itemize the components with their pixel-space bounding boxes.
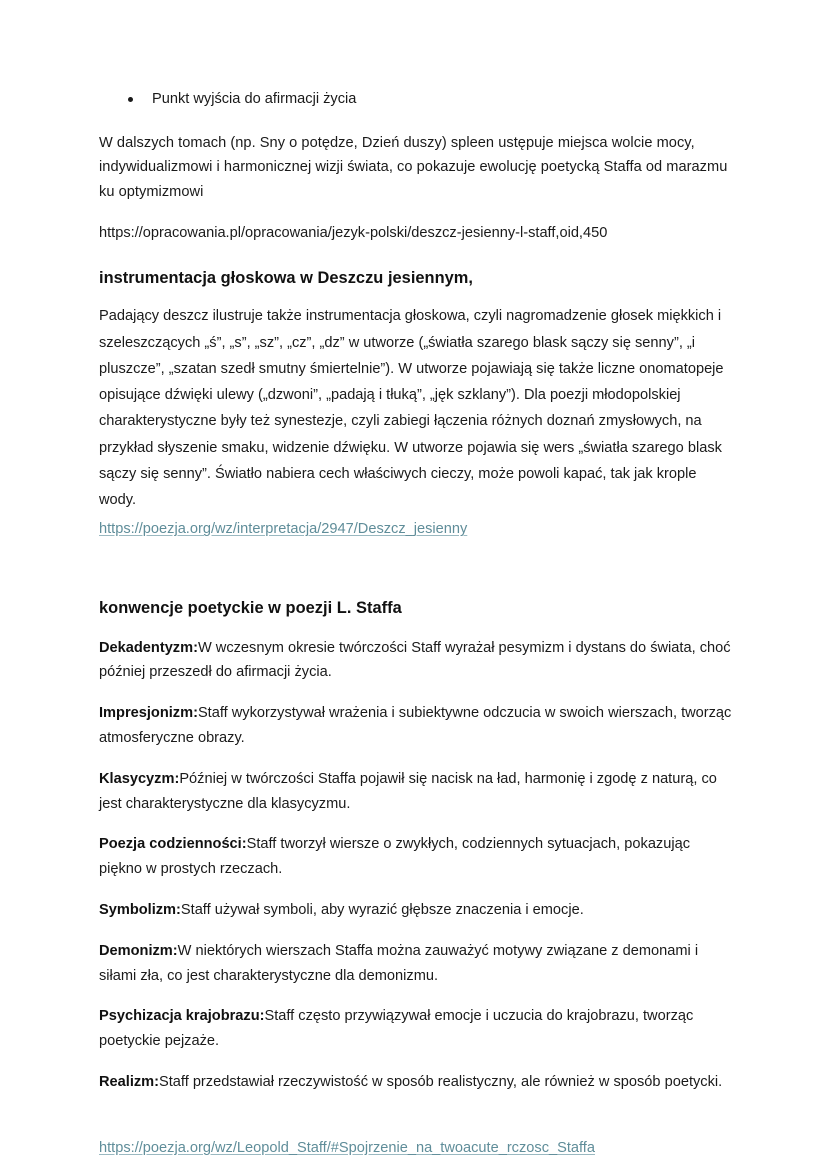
definition-term: Impresjonizm: (99, 705, 198, 722)
list-item (128, 88, 733, 112)
definition-term: Symbolizm: (99, 901, 181, 918)
definition-term: Dekadentyzm: (99, 639, 198, 656)
bullet-text: Punkt wyjścia do afirmacji życia (152, 91, 357, 107)
definition-item (99, 832, 733, 882)
definition-description: Staff tworzył wiersze o zwykłych, codziennych sytuacjach, pokazując piękno w prostych rzeczach. (99, 836, 690, 878)
link-leopold-staff[interactable]: https://poezja.org/wz/Leopold_Staff/#Spojrzenie_na_twoacute_rczosc_Staffa (99, 1139, 595, 1156)
definition-item (99, 636, 733, 686)
definition-item (99, 767, 733, 817)
heading-instrumentacja: instrumentacja głoskowa w Deszczu jesiennym, (99, 268, 473, 287)
definition-description: Staff używał symboli, aby wyrazić głębsze znaczenia i emocje. (180, 901, 584, 918)
definition-term: Demonizm: (99, 942, 178, 959)
definition-item (99, 1070, 733, 1095)
intro-paragraph: W dalszych tomach (np. Sny o potędze, Dzień duszy) spleen ustępuje miejsca wolcie mocy, indywidualizmowi i harmonicznej wizji świata, co pokazuje ewolucję poetycką Staffa od marazmu ku optymizmowi (99, 134, 728, 200)
document-content (99, 88, 733, 1160)
paragraph-instrumentacja: Padający deszcz ilustruje także instrumentacja głoskowa, czyli nagromadzenie głosek miękkich i szeleszczących „ś”, „s”, „sz”, „cz”, „dz” w utworze („światła szarego blask sączy się senny”, „i pluszcze”, „szatan szedł smutny śmiertelnie”). W utworze pojawiają się także liczne onomatopeje opisujące dźwięki ulewy („dzwoni”, „padają i tłuką”, „jęk szklany”). Dla poezji młodopolskiej charakterystyczne były też synestezje, czyli zabiegi łączenia różnych doznań zmysłowych, na przykład słyszenie smaku, widzenie dźwięku. W utworze pojawia się wers „światła szarego blask sączy się senny”. Światło nabiera cech właściwych cieczy, może powoli kapać, tak jak krople wody. (99, 308, 724, 509)
plain-url-text: https://opracowania.pl/opracowania/jezyk-polski/deszcz-jesienny-l-staff,oid,450 (99, 225, 608, 242)
link-deszcz-jesienny[interactable]: https://poezja.org/wz/interpretacja/2947/Deszcz_jesienny (99, 521, 468, 538)
definition-description: W wczesnym okresie twórczości Staff wyrażał pesymizm i dystans do świata, choć później przeszedł do afirmacji życia. (99, 639, 731, 681)
definition-term: Psychizacja krajobrazu: (99, 1008, 265, 1025)
definition-term: Klasycyzm: (99, 770, 180, 787)
definition-item (99, 898, 733, 923)
definition-item (99, 1004, 733, 1054)
definition-description: Staff często przywiązywał emocje i uczucia do krajobrazu, tworząc poetyckie pejzaże. (99, 1008, 694, 1050)
definition-description: Później w twórczości Staffa pojawił się nacisk na ład, harmonię i zgodę z naturą, co jest charakterystyczne dla klasycyzmu. (99, 770, 717, 812)
definition-list (99, 636, 733, 1095)
definition-description: Staff przedstawiał rzeczywistość w sposób realistyczny, ale również w sposób poetycki. (159, 1073, 723, 1090)
definition-term: Realizm: (99, 1073, 160, 1090)
link-paragraph-leopold (99, 1136, 733, 1161)
bullet-list (99, 88, 733, 112)
definition-description: Staff wykorzystywał wrażenia i subiektywne odczucia w swoich wierszach, tworząc atmosferyczne obrazy. (99, 705, 732, 746)
link-paragraph-deszcz (99, 517, 733, 542)
definition-item (99, 701, 733, 751)
definition-term: Poezja codzienności: (99, 836, 247, 853)
definition-item (99, 939, 733, 989)
definition-description: W niektórych wierszach Staffa można zauważyć motywy związane z demonami i siłami zła, co jest charakterystyczne dla demonizmu. (99, 942, 699, 984)
heading-konwencje: konwencje poetyckie w poezji L. Staffa (99, 598, 402, 617)
